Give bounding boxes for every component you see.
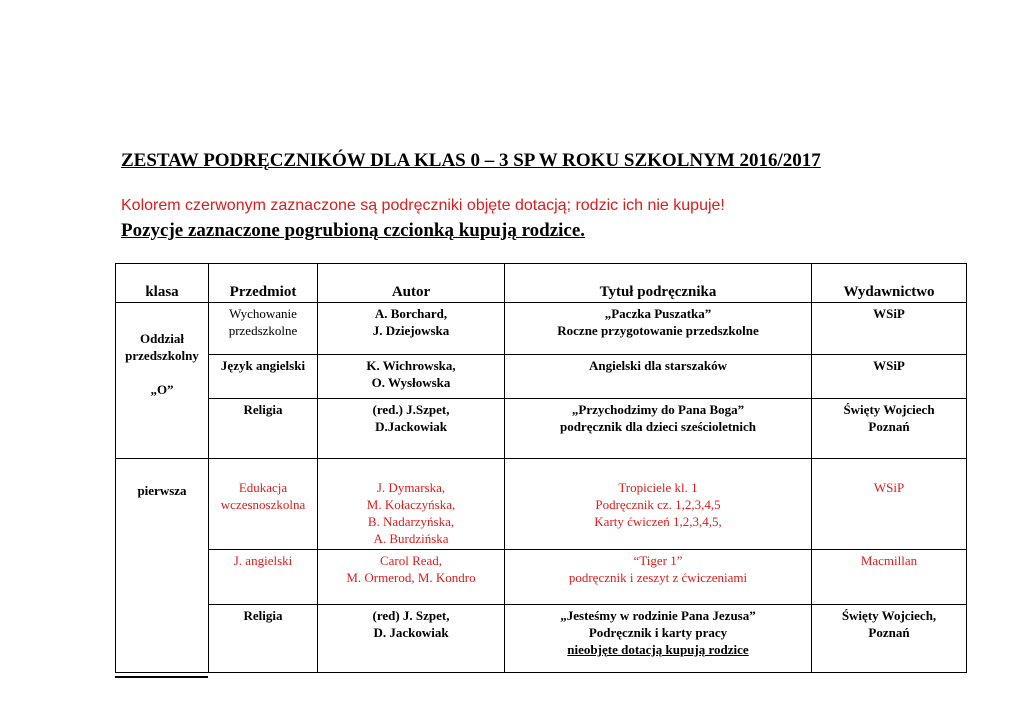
table-row — [116, 355, 967, 399]
title-cell — [505, 605, 812, 673]
publisher-line: Poznań — [868, 419, 910, 434]
author-line: K. Wichrowska, — [366, 358, 456, 373]
title-cell — [505, 550, 812, 605]
title-line: „Jesteśmy w rodzinie Pana Jezusa” — [560, 608, 756, 623]
subject-line: Religia — [243, 402, 283, 417]
author-line: B. Nadarzyńska, — [367, 514, 455, 529]
subject-line: przedszkolne — [228, 323, 298, 338]
header-klasa: klasa — [116, 264, 209, 303]
publisher-cell — [812, 399, 967, 459]
title-line: Angielski dla starszaków — [589, 358, 727, 373]
author-line: J. Dziejowska — [372, 323, 450, 338]
table-row — [116, 550, 967, 605]
author-line: D. Jackowiak — [373, 625, 449, 640]
publisher-line: Poznań — [868, 625, 910, 640]
title-line: podręcznik i zeszyt z ćwiczeniami — [568, 570, 748, 585]
table-row — [116, 459, 967, 550]
table-row — [116, 303, 967, 355]
author-cell — [318, 399, 505, 459]
subject-line: J. angielski — [233, 553, 293, 568]
author-cell — [318, 303, 505, 355]
class-oddzial-line3: „O” — [150, 382, 174, 397]
subject-line: wczesnoszkolna — [220, 497, 306, 512]
class-pierwsza-label: pierwsza — [137, 483, 187, 498]
table-row — [116, 605, 967, 673]
subject-line: Wychowanie — [229, 306, 297, 321]
publisher-cell — [812, 605, 967, 673]
page-title: ZESTAW PODRĘCZNIKÓW DLA KLAS 0 – 3 SP W ROKU SZKOLNYM 2016/2017 — [121, 150, 821, 171]
header-przedmiot: Przedmiot — [209, 264, 318, 303]
subsidy-note: Kolorem czerwonym zaznaczone są podręczniki objęte dotacją; rodzic ich nie kupuje! — [121, 197, 725, 214]
author-line: M. Ormerod, M. Kondro — [346, 570, 476, 585]
subject-line: Religia — [243, 608, 283, 623]
author-line: A. Burdzińska — [373, 531, 449, 546]
publisher-cell — [812, 550, 967, 605]
subject-cell — [209, 303, 318, 355]
publisher-cell — [812, 459, 967, 550]
header-tytul: Tytuł podręcznika — [505, 264, 812, 303]
subject-line: Język angielski — [220, 358, 306, 373]
parents-buy-note: Pozycje zaznaczone pogrubioną czcionką kupują rodzice. — [121, 220, 586, 241]
title-cell — [505, 459, 812, 550]
header-autor: Autor — [318, 264, 505, 303]
subject-cell — [209, 459, 318, 550]
title-line: „Przychodzimy do Pana Boga” — [571, 402, 745, 417]
class-oddzial-line2: przedszkolny — [125, 348, 199, 363]
textbook-table — [115, 263, 967, 673]
title-line: podręcznik dla dzieci sześcioletnich — [559, 419, 757, 434]
class-oddzial-cell — [116, 303, 209, 459]
not-subsidized-note: nieobjęte dotacją kupują rodzice — [567, 642, 749, 657]
author-cell — [318, 355, 505, 399]
title-cell — [505, 355, 812, 399]
title-cell — [505, 399, 812, 459]
author-line: A. Borchard, — [374, 306, 448, 321]
table-header-row — [116, 264, 967, 303]
publisher-line: WSiP — [873, 306, 905, 321]
author-line: D.Jackowiak — [375, 419, 447, 434]
publisher-line: WSiP — [873, 358, 905, 373]
author-line: J. Dymarska, — [376, 480, 446, 495]
subject-cell — [209, 399, 318, 459]
title-line: Karty ćwiczeń 1,2,3,4,5, — [594, 514, 722, 529]
publisher-line: Macmillan — [860, 553, 918, 568]
header-wydawnictwo: Wydawnictwo — [812, 264, 967, 303]
subject-cell — [209, 605, 318, 673]
subject-cell — [209, 355, 318, 399]
bottom-rule — [115, 676, 208, 678]
class-oddzial-line1: Oddział — [139, 331, 185, 346]
title-line: “Tiger 1” — [633, 553, 683, 568]
title-cell — [505, 303, 812, 355]
publisher-line: Święty Wojciech — [843, 402, 935, 417]
class-pierwsza-cell — [116, 459, 209, 673]
subject-line: Edukacja — [238, 480, 288, 495]
title-line: „Paczka Puszatka” — [604, 306, 712, 321]
publisher-line: WSiP — [873, 480, 905, 495]
title-line: Roczne przygotowanie przedszkolne — [557, 323, 759, 338]
author-line: O. Wysłowska — [371, 375, 451, 390]
title-line: Podręcznik cz. 1,2,3,4,5 — [595, 497, 721, 512]
author-line: (red.) J.Szpet, — [372, 402, 450, 417]
author-line: Carol Read, — [379, 553, 443, 568]
subject-cell — [209, 550, 318, 605]
author-cell — [318, 605, 505, 673]
author-cell — [318, 550, 505, 605]
table-row — [116, 399, 967, 459]
author-line: M. Kołaczyńska, — [366, 497, 456, 512]
title-line: Tropiciele kl. 1 — [618, 480, 698, 495]
title-line: Podręcznik i karty pracy — [588, 625, 728, 640]
publisher-line: Święty Wojciech, — [841, 608, 937, 623]
author-line: (red) J. Szpet, — [372, 608, 450, 623]
publisher-cell — [812, 355, 967, 399]
publisher-cell — [812, 303, 967, 355]
author-cell — [318, 459, 505, 550]
